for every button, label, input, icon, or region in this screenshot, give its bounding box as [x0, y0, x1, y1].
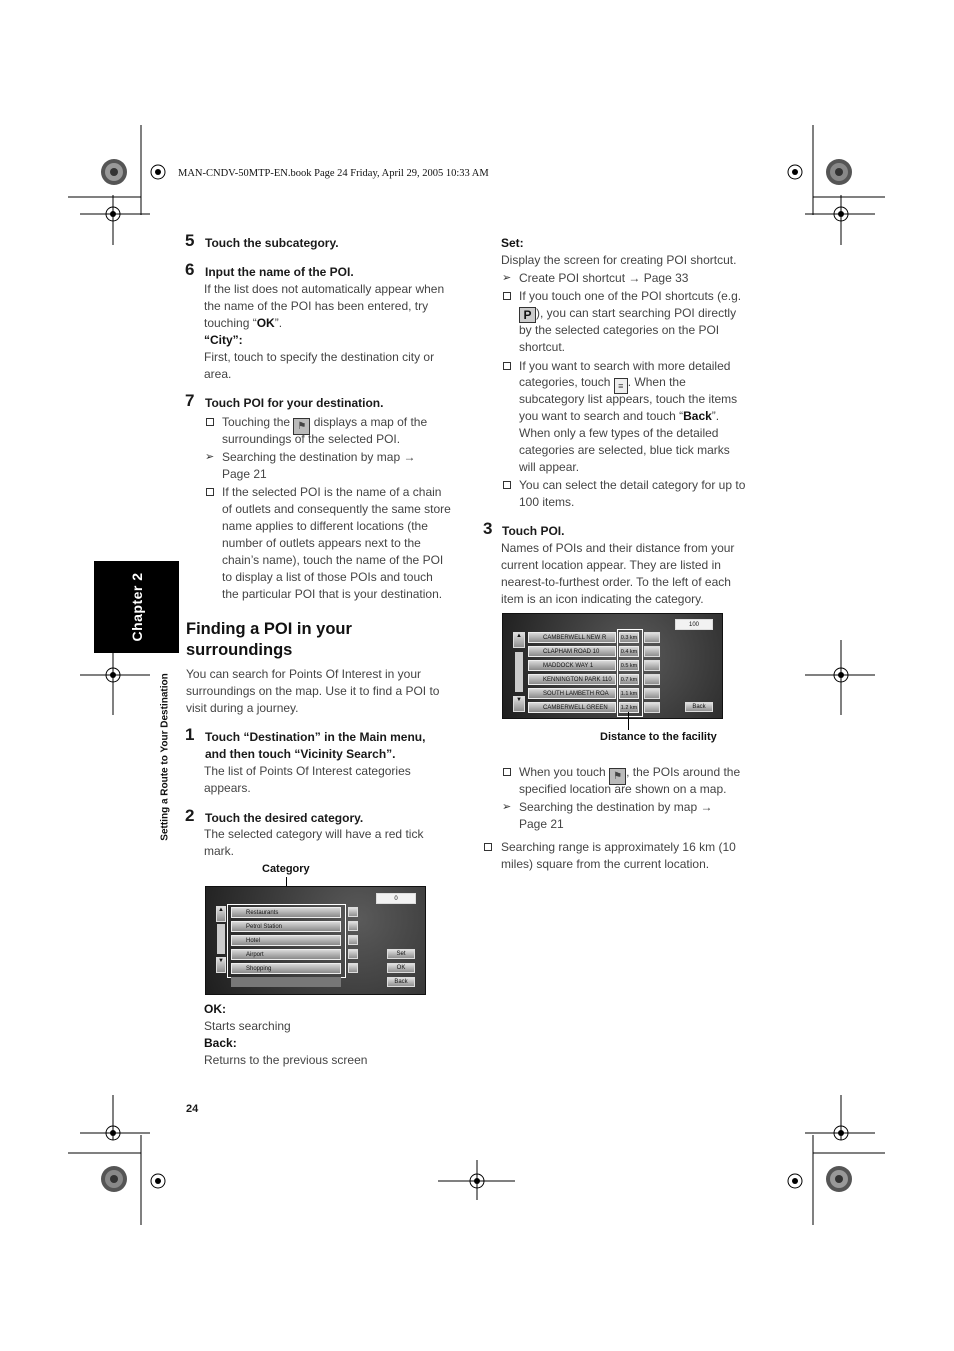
bullet-text: name applies to different locations (the	[222, 519, 428, 533]
chapter-label: Chapter 2	[129, 572, 145, 642]
step-number: 7	[185, 391, 195, 410]
scrollbar[interactable]	[217, 924, 225, 954]
arrow-bullet-icon: ➢	[502, 272, 512, 284]
step-title: Input the name of the POI.	[205, 265, 354, 279]
subcategory-icon[interactable]	[348, 963, 358, 973]
body-text: Starts searching	[204, 1019, 291, 1033]
category-screen	[205, 886, 426, 995]
bullet-text: When only a few types of the detailed	[519, 426, 719, 440]
list-item[interactable]: CAMBERWELL NEW R	[528, 632, 616, 643]
distance-value: 0.3 km	[619, 632, 639, 643]
bullet-text: When you touch ⚑ , the POIs around the	[519, 764, 740, 785]
arrow-bullet-icon: ➢	[502, 801, 512, 813]
bullet-text: of outlets and consequently the same store	[222, 502, 451, 516]
figure-caption: Category	[262, 863, 310, 875]
bullet-text: Page 21	[222, 467, 267, 481]
distance-value: 1.2 km	[619, 702, 639, 713]
back-button[interactable]: Back	[387, 977, 415, 987]
note-text: miles) square from the current location.	[501, 857, 710, 871]
subcategory-icon[interactable]	[348, 921, 358, 931]
page-number: 24	[186, 1103, 199, 1115]
bullet-text: you want to search and touch “Back”.	[519, 409, 720, 423]
bullet-icon	[503, 362, 511, 370]
poi-shortcut-icon: P	[519, 307, 536, 323]
header-file-info: MAN-CNDV-50MTP-EN.book Page 24 Friday, April 29, 2005 10:33 AM	[178, 168, 489, 179]
bullet-text: subcategory list appears, touch the items	[519, 392, 738, 406]
bullet-text: Searching the destination by map →	[519, 800, 713, 814]
city-label: “City”:	[204, 333, 243, 347]
ok-button[interactable]: OK	[387, 963, 415, 973]
bullet-text: P ), you can start searching POI directly	[519, 305, 736, 323]
bullet-text: Create POI shortcut → Page 33	[519, 271, 689, 285]
bullet-text: If the selected POI is the name of a chain	[222, 485, 442, 499]
map-pin-icon: ⚑	[609, 768, 626, 785]
list-item[interactable]: MADDOCK WAY 1	[528, 660, 616, 671]
list-item[interactable]: KENNINGTON PARK 110	[528, 674, 616, 685]
map-button[interactable]	[644, 632, 660, 643]
body-text: mark.	[204, 844, 234, 858]
step-number: 3	[483, 519, 493, 538]
body-text: You can search for Points Of Interest in your	[186, 667, 422, 681]
body-text: touching “OK”.	[204, 316, 283, 330]
bullet-text: Searching the destination by map →	[222, 450, 416, 464]
map-pin-icon: ⚑	[293, 418, 310, 435]
body-text: surroundings on the map. Use it to find a POI to	[186, 684, 440, 698]
bullet-text: If you touch one of the POI shortcuts (e.g.	[519, 289, 742, 303]
map-button[interactable]	[644, 660, 660, 671]
body-text: The selected category will have a red tick	[204, 827, 424, 841]
body-text: If the list does not automatically appear when	[204, 282, 445, 296]
bullet-text: categories, touch ≡ . When the	[519, 374, 686, 394]
distance-value: 0.4 km	[619, 646, 639, 657]
map-button[interactable]	[644, 688, 660, 699]
scrollbar[interactable]	[515, 652, 523, 692]
list-item[interactable]: Restaurants	[231, 907, 341, 918]
body-text: The list of Points Of Interest categories	[204, 764, 411, 778]
bullet-text: surroundings of the selected POI.	[222, 432, 401, 446]
bullet-icon	[206, 488, 214, 496]
step-number: 1	[185, 725, 195, 744]
distance-value: 0.7 km	[619, 674, 639, 685]
section-side-label: Setting a Route to Your Destination	[159, 673, 171, 841]
map-button[interactable]	[644, 702, 660, 713]
figure-caption: Distance to the facility	[600, 731, 717, 743]
bullet-text: to display a list of those POIs and touch	[222, 570, 433, 584]
step-number: 6	[185, 260, 195, 279]
result-count: 100	[675, 619, 713, 630]
body-text: item is an icon indicating the category.	[501, 592, 704, 606]
section-heading: Finding a POI in your	[186, 620, 352, 638]
list-item[interactable]: Shopping	[231, 963, 341, 974]
selected-count: 0	[376, 893, 416, 904]
body-text: First, touch to specify the destination city or	[204, 350, 435, 364]
body-text: Names of POIs and their distance from your	[501, 541, 735, 555]
bullet-text: 100 items.	[519, 495, 575, 509]
step-number: 5	[185, 231, 195, 250]
list-item[interactable]: Hotel	[231, 935, 341, 946]
bullet-text: categories are selected, blue tick marks	[519, 443, 730, 457]
list-item[interactable]: SOUTH LAMBETH ROA	[528, 688, 616, 699]
map-button[interactable]	[644, 674, 660, 685]
subcategory-icon[interactable]	[348, 907, 358, 917]
scroll-up-button[interactable]: ▲	[216, 906, 226, 922]
poi-list-screen	[502, 613, 723, 719]
section-heading: surroundings	[186, 641, 293, 659]
step-number: 2	[185, 806, 195, 825]
scroll-down-button[interactable]: ▼	[216, 957, 226, 973]
set-label: Set:	[501, 236, 524, 250]
body-text: Returns to the previous screen	[204, 1053, 368, 1067]
body-text: visit during a journey.	[186, 701, 299, 715]
distance-value: 0.5 km	[619, 660, 639, 671]
step-title: Touch “Destination” in the Main menu,	[205, 730, 426, 744]
list-item[interactable]: Airport	[231, 949, 341, 960]
bullet-text: Touching the ⚑ displays a map of the	[222, 414, 427, 435]
shortcut-bar[interactable]	[231, 977, 341, 987]
map-button[interactable]	[644, 646, 660, 657]
subcategory-icon[interactable]	[348, 949, 358, 959]
note-text: Searching range is approximately 16 km (10	[501, 840, 736, 854]
body-text: nearest-to-furthest order. To the left of each	[501, 575, 731, 589]
bullet-icon	[503, 481, 511, 489]
bullet-text: the particular POI that is your destination.	[222, 587, 443, 601]
body-text: current location appear. They are listed in	[501, 558, 721, 572]
bullet-text: number of outlets appears next to the	[222, 536, 421, 550]
scroll-down-button[interactable]: ▼	[513, 696, 525, 712]
body-text: appears.	[204, 781, 251, 795]
caption-leader-line	[628, 712, 629, 730]
bullet-text: Page 21	[519, 817, 564, 831]
bullet-text: will appear.	[519, 460, 580, 474]
body-text: area.	[204, 367, 232, 381]
bullet-icon	[484, 843, 492, 851]
bullet-icon	[503, 292, 511, 300]
list-item[interactable]: Petrol Station	[231, 921, 341, 932]
bullet-text: by the selected categories on the POI	[519, 323, 720, 337]
step-title: Touch POI for your destination.	[205, 396, 384, 410]
bullet-text: specified location are shown on a map.	[519, 782, 727, 796]
bullet-text: You can select the detail category for up to	[519, 478, 746, 492]
bullet-text: If you want to search with more detailed	[519, 359, 731, 373]
body-text: the name of the POI has been entered, try	[204, 299, 429, 313]
step-title: Touch POI.	[502, 524, 565, 538]
subcategory-icon[interactable]	[348, 935, 358, 945]
bullet-icon	[503, 768, 511, 776]
bullet-text: shortcut.	[519, 340, 566, 354]
step-title: Touch the desired category.	[205, 811, 364, 825]
step-title: Touch the subcategory.	[205, 236, 339, 250]
list-item[interactable]: CLAPHAM ROAD 10	[528, 646, 616, 657]
detail-list-icon: ≡	[614, 378, 628, 394]
list-item[interactable]: CAMBERWELL GREEN	[528, 702, 616, 713]
bullet-text: chain’s name), touch the name of the POI	[222, 553, 444, 567]
ok-label: OK:	[204, 1002, 226, 1016]
set-button[interactable]: Set	[387, 949, 415, 959]
arrow-bullet-icon: ➢	[205, 451, 215, 463]
body-text: Display the screen for creating POI shortcut.	[501, 253, 737, 267]
back-label: Back:	[204, 1036, 237, 1050]
step-title: and then touch “Vicinity Search”.	[205, 747, 396, 761]
distance-value: 1.1 km	[619, 688, 639, 699]
scroll-up-button[interactable]: ▲	[513, 632, 525, 648]
back-button[interactable]: Back	[685, 702, 713, 712]
bullet-icon	[206, 418, 214, 426]
